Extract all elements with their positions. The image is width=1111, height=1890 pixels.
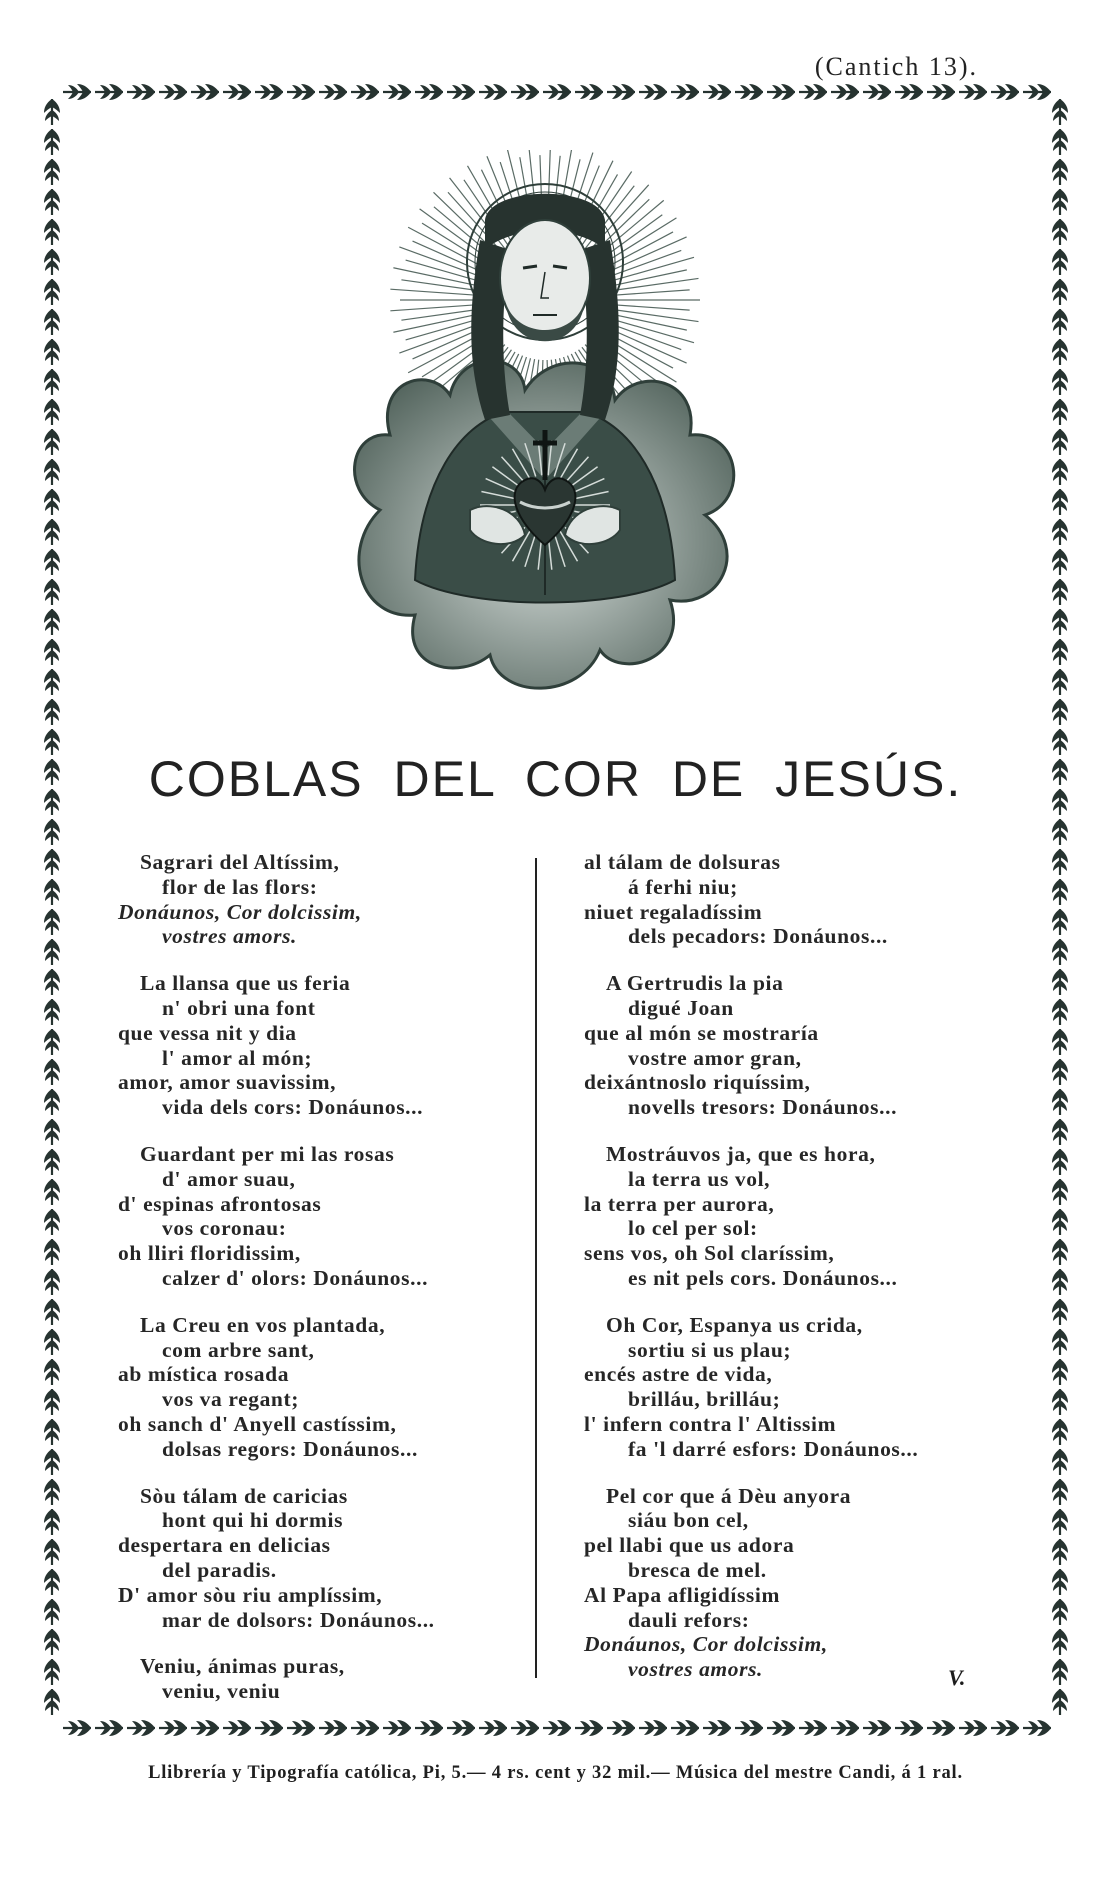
verse-line: del paradis.	[162, 1557, 277, 1582]
border-sprig	[44, 249, 60, 275]
border-sprig	[479, 84, 507, 100]
border-sprig	[44, 1509, 60, 1535]
border-sprig	[1052, 519, 1068, 545]
verse-line: d' espinas afrontosas	[118, 1191, 322, 1216]
border-sprig	[1052, 549, 1068, 575]
border-sprig	[1052, 1119, 1068, 1145]
verse-line: á ferhi niu;	[628, 874, 738, 899]
border-sprig	[44, 1659, 60, 1685]
verse-line: que al món se mostraría	[584, 1020, 819, 1045]
border-sprig	[1052, 969, 1068, 995]
border-sprig	[1052, 369, 1068, 395]
border-sprig	[44, 369, 60, 395]
border-sprig	[44, 609, 60, 635]
border-sprig	[1052, 189, 1068, 215]
verse-line: A Gertrudis la pia	[606, 971, 784, 996]
verse-line: n' obri una font	[162, 995, 316, 1020]
border-sprig	[1052, 1509, 1068, 1535]
border-sprig	[191, 84, 219, 100]
border-sprig	[44, 879, 60, 905]
border-sprig	[1052, 909, 1068, 935]
border-sprig	[44, 1479, 60, 1505]
verse-line: Guardant per mi las rosas	[140, 1141, 395, 1166]
stanza	[584, 1142, 1034, 1291]
border-sprig	[44, 819, 60, 845]
verse-line: Mostráuvos ja, que es hora,	[606, 1141, 876, 1166]
verse-line: dels pecadors: Donáunos...	[628, 924, 888, 949]
verse-line: siáu bon cel,	[628, 1508, 749, 1533]
stanza	[118, 1654, 568, 1704]
border-sprig	[1052, 279, 1068, 305]
border-sprig	[991, 84, 1019, 100]
border-sprig	[44, 1629, 60, 1655]
border-sprig	[44, 1569, 60, 1595]
border-sprig	[1052, 1659, 1068, 1685]
stanza	[118, 971, 568, 1120]
verse-line: deixántnoslo riquíssim,	[584, 1070, 811, 1095]
stanza	[584, 971, 1034, 1120]
border-sprig	[1052, 1629, 1068, 1655]
verse-line: vos va regant;	[162, 1387, 299, 1412]
verse-line: despertara en delicias	[118, 1533, 331, 1558]
border-sprig	[44, 549, 60, 575]
border-sprig	[1052, 999, 1068, 1025]
border-sprig	[44, 999, 60, 1025]
verse-line: vos coronau:	[162, 1216, 287, 1241]
border-sprig	[767, 1720, 795, 1736]
border-sprig	[1052, 339, 1068, 365]
verse-line: d' amor suau,	[162, 1166, 296, 1191]
stanza	[584, 1484, 1034, 1682]
verse-line: que vessa nit y dia	[118, 1020, 297, 1045]
border-sprig	[1052, 1149, 1068, 1175]
verse-line: La llansa que us feria	[140, 971, 351, 996]
verse-line: la terra per aurora,	[584, 1191, 775, 1216]
verse-line: sens vos, oh Sol claríssim,	[584, 1241, 835, 1266]
border-sprig	[1052, 1359, 1068, 1385]
border-sprig	[1052, 609, 1068, 635]
border-sprig	[959, 1720, 987, 1736]
verse-line: Donáunos, Cor dolcissim,	[584, 1632, 828, 1657]
border-sprig	[44, 339, 60, 365]
border-sprig	[159, 84, 187, 100]
verse-line: veniu, veniu	[162, 1679, 281, 1704]
verse-line: hont qui hi dormis	[162, 1508, 344, 1533]
border-sprig	[1052, 879, 1068, 905]
right-column	[584, 850, 1034, 1704]
border-sprig	[44, 99, 60, 125]
border-sprig	[1052, 1059, 1068, 1085]
verse-line: encés astre de vida,	[584, 1362, 773, 1387]
canticle-number: (Cantich 13).	[814, 52, 978, 81]
border-sprig	[1052, 159, 1068, 185]
stanza	[118, 1142, 568, 1291]
border-sprig	[607, 1720, 635, 1736]
verse-line: amor, amor suavissim,	[118, 1070, 337, 1095]
border-sprig	[95, 84, 123, 100]
stanza	[118, 850, 568, 949]
border-sprig	[44, 1089, 60, 1115]
border-sprig	[895, 84, 923, 100]
verse-line: dolsas regors: Donáunos...	[162, 1436, 418, 1461]
border-sprig	[44, 1179, 60, 1205]
border-sprig	[863, 1720, 891, 1736]
border-sprig	[1052, 579, 1068, 605]
border-sprig	[44, 1119, 60, 1145]
border-sprig	[703, 84, 731, 100]
border-sprig	[44, 519, 60, 545]
verse-line: es nit pels cors. Donáunos...	[628, 1265, 898, 1290]
border-sprig	[1052, 1389, 1068, 1415]
border-sprig	[607, 84, 635, 100]
border-sprig	[1052, 309, 1068, 335]
border-sprig	[1052, 1179, 1068, 1205]
verse-line: lo cel per sol:	[628, 1216, 758, 1241]
border-sprig	[1052, 489, 1068, 515]
verse-line: oh lliri floridissim,	[118, 1241, 301, 1266]
border-sprig	[1052, 219, 1068, 245]
border-sprig	[44, 489, 60, 515]
border-sprig	[44, 1599, 60, 1625]
border-sprig	[44, 459, 60, 485]
border-sprig	[1052, 819, 1068, 845]
verse-line: Sagrari del Altíssim,	[140, 850, 340, 874]
verse-line: l' amor al món;	[162, 1045, 313, 1070]
verse-line: com arbre sant,	[162, 1337, 315, 1362]
border-sprig	[1052, 1539, 1068, 1565]
border-sprig	[44, 1689, 60, 1715]
border-sprig	[44, 1269, 60, 1295]
border-sprig	[639, 84, 667, 100]
border-sprig	[1052, 1269, 1068, 1295]
border-sprig	[735, 1720, 763, 1736]
border-sprig	[44, 189, 60, 215]
imprint-footer: Llibrería y Tipografía católica, Pi, 5.— 4 rs. cent y 32 mil.— Música del mestre Candi, á 1 ral.	[148, 1763, 963, 1783]
border-sprig	[44, 399, 60, 425]
page-title: COBLAS DEL COR DE JESÚS.	[148, 751, 963, 807]
border-sprig	[1052, 249, 1068, 275]
border-sprig	[44, 579, 60, 605]
border-sprig	[63, 84, 91, 100]
border-sprig	[1052, 1599, 1068, 1625]
border-sprig	[927, 1720, 955, 1736]
verse-line: Veniu, ánimas puras,	[140, 1654, 345, 1679]
border-sprig	[1052, 669, 1068, 695]
verse-line: al tálam de dolsuras	[584, 850, 781, 874]
verse-line: brilláu, brilláu;	[628, 1387, 781, 1412]
verse-line: Oh Cor, Espanya us crida,	[606, 1312, 863, 1337]
left-column	[118, 850, 568, 1726]
border-sprig	[44, 1329, 60, 1355]
verse-line: La Creu en vos plantada,	[140, 1312, 386, 1337]
border-sprig	[1052, 699, 1068, 725]
border-sprig	[1052, 1209, 1068, 1235]
border-sprig	[351, 84, 379, 100]
verse-line: flor de las flors:	[162, 874, 318, 899]
verse-line: Al Papa afligidíssim	[584, 1582, 780, 1607]
border-sprig	[44, 1209, 60, 1235]
verse-line: Pel cor que á Dèu anyora	[606, 1483, 852, 1508]
border-sprig	[447, 84, 475, 100]
stanza	[584, 1313, 1034, 1462]
border-sprig	[671, 84, 699, 100]
border-sprig	[831, 84, 859, 100]
border-sprig	[959, 84, 987, 100]
border-sprig	[575, 84, 603, 100]
border-sprig	[639, 1720, 667, 1736]
verse-line: bresca de mel.	[628, 1557, 767, 1582]
border-sprig	[44, 1029, 60, 1055]
border-sprig	[1052, 1089, 1068, 1115]
verse-line: vida dels cors: Donáunos...	[162, 1095, 424, 1120]
verse-line: niuet regaladíssim	[584, 899, 763, 924]
verse-line: fa 'l darré esfors: Donáunos...	[628, 1436, 919, 1461]
border-sprig	[991, 1720, 1019, 1736]
border-sprig	[671, 1720, 699, 1736]
border-sprig	[1052, 1569, 1068, 1595]
border-sprig	[863, 84, 891, 100]
border-sprig	[415, 84, 443, 100]
border-sprig	[44, 1389, 60, 1415]
border-sprig	[1052, 639, 1068, 665]
border-sprig	[1052, 1689, 1068, 1715]
border-sprig	[1023, 1720, 1051, 1736]
border-sprig	[1052, 1239, 1068, 1265]
border-sprig	[255, 84, 283, 100]
verse-line: la terra us vol,	[628, 1166, 771, 1191]
border-sprig	[1052, 459, 1068, 485]
verse-line: Donáunos, Cor dolcissim,	[118, 899, 362, 924]
border-sprig	[1052, 1029, 1068, 1055]
border-sprig	[44, 219, 60, 245]
border-sprig	[1052, 1299, 1068, 1325]
signature: V.	[948, 1665, 966, 1690]
border-sprig	[735, 84, 763, 100]
verse-line: mar de dolsors: Donáunos...	[162, 1607, 435, 1632]
border-sprig	[319, 84, 347, 100]
border-sprig	[927, 84, 955, 100]
border-sprig	[1052, 849, 1068, 875]
verse-line: vostre amor gran,	[628, 1045, 802, 1070]
border-sprig	[799, 1720, 827, 1736]
border-sprig	[1052, 99, 1068, 125]
border-sprig	[767, 84, 795, 100]
verse-line: ab mística rosada	[118, 1362, 290, 1387]
border-sprig	[44, 909, 60, 935]
border-sprig	[575, 1720, 603, 1736]
border-sprig	[44, 699, 60, 725]
border-sprig	[44, 429, 60, 455]
verse-line: l' infern contra l' Altissim	[584, 1411, 837, 1436]
border-sprig	[44, 639, 60, 665]
verse-line: Sòu tálam de caricias	[140, 1483, 348, 1508]
border-sprig	[895, 1720, 923, 1736]
border-sprig	[1052, 1479, 1068, 1505]
stanza	[584, 850, 1034, 949]
border-sprig	[44, 849, 60, 875]
verse-line: sortiu si us plau;	[628, 1337, 792, 1362]
border-sprig	[1052, 399, 1068, 425]
border-sprig	[1052, 939, 1068, 965]
border-sprig	[127, 84, 155, 100]
border-sprig	[44, 1299, 60, 1325]
border-sprig	[44, 159, 60, 185]
border-sprig	[511, 84, 539, 100]
border-sprig	[44, 1059, 60, 1085]
border-sprig	[44, 669, 60, 695]
border-sprig	[44, 969, 60, 995]
verse-line: vostres amors.	[628, 1657, 764, 1682]
border-sprig	[1052, 1329, 1068, 1355]
verse-line: digué Joan	[628, 995, 734, 1020]
verse-line: oh sanch d' Anyell castíssim,	[118, 1411, 397, 1436]
border-sprig	[44, 939, 60, 965]
verse-line: novells tresors: Donáunos...	[628, 1095, 898, 1120]
verse-line: D' amor sòu riu amplíssim,	[118, 1582, 383, 1607]
border-sprig	[383, 84, 411, 100]
border-sprig	[1052, 129, 1068, 155]
stanza	[118, 1484, 568, 1633]
border-sprig	[44, 1449, 60, 1475]
verse-line: dauli refors:	[628, 1607, 750, 1632]
border-sprig	[1023, 84, 1051, 100]
border-sprig	[543, 84, 571, 100]
border-sprig	[63, 1720, 91, 1736]
border-sprig	[44, 129, 60, 155]
border-sprig	[44, 309, 60, 335]
border-sprig	[287, 84, 315, 100]
stanza	[118, 1313, 568, 1462]
border-sprig	[703, 1720, 731, 1736]
border-sprig	[44, 1419, 60, 1445]
verse-line: calzer d' olors: Donáunos...	[162, 1265, 429, 1290]
sacred-heart-engraving	[320, 150, 770, 710]
border-sprig	[44, 1359, 60, 1385]
verse-line: vostres amors.	[162, 924, 298, 949]
border-sprig	[1052, 1449, 1068, 1475]
border-sprig	[1052, 429, 1068, 455]
border-sprig	[1052, 1419, 1068, 1445]
border-sprig	[831, 1720, 859, 1736]
border-sprig	[44, 1539, 60, 1565]
border-sprig	[44, 1149, 60, 1175]
border-sprig	[44, 279, 60, 305]
border-sprig	[44, 1239, 60, 1265]
border-sprig	[223, 84, 251, 100]
border-sprig	[799, 84, 827, 100]
verse-line: pel llabi que us adora	[584, 1533, 795, 1558]
